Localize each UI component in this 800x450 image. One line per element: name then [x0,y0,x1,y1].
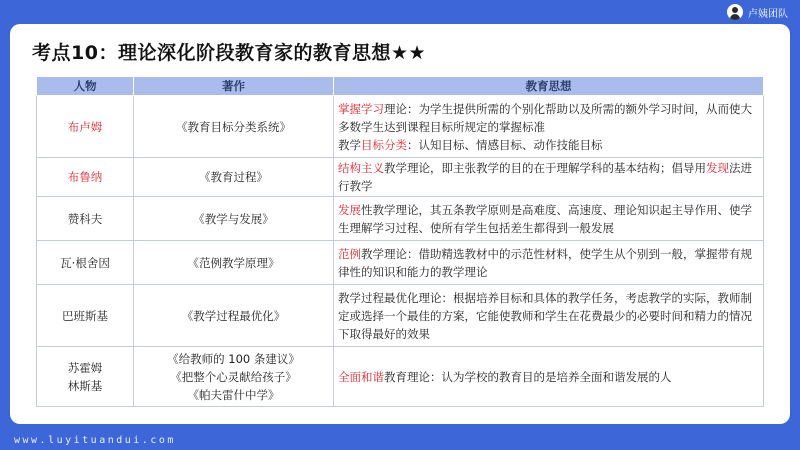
idea-paragraph [338,201,759,237]
work-title: 《给教师的 100 条建议》 [167,351,300,366]
works-cell [134,197,334,241]
idea-paragraph [338,159,759,195]
brand [727,3,788,21]
idea-paragraph [338,136,759,154]
person-name: 赞科夫 [67,211,103,226]
work-title: 《范例教学原理》 [187,255,280,270]
idea-text: 教学 [338,137,361,152]
person-cell [37,347,134,407]
person-name: 布鲁纳 [67,170,103,184]
page-title: 考点10：理论深化阶段教育家的教育思想★★ [32,42,427,64]
table-row [37,96,764,158]
idea-cell [334,241,764,285]
works-cell [134,241,334,285]
idea-text: 教学理论：借助精选教材中的示范性材料，使学生从个别到一般，掌握带有规律性的知识和能力的教学理论 [338,246,752,279]
person-cell [37,241,134,285]
idea-text: 教育理论：认为学校的教育目的是培养全面和谐发展的人 [384,369,672,384]
person-cell [37,96,134,158]
highlight-term: 发展 [338,202,361,217]
idea-paragraph [338,289,759,343]
header-idea: 教育思想 [334,77,764,96]
works-cell [134,96,334,158]
idea-paragraph [338,245,759,281]
idea-text: 法进行教学 [338,161,752,193]
work-title: 《把整个心灵献给孩子》 [170,369,297,384]
table-row [37,241,764,285]
idea-cell [334,96,764,158]
footer-site-url: www.luyituandui.com [14,435,176,446]
idea-paragraph [338,368,759,386]
idea-cell [334,347,764,407]
person-cell [37,197,134,241]
table-header-row [37,77,764,96]
works-cell [134,285,334,347]
idea-text: 教学理论，即主张教学的目的在于理解学科的基本结构；倡导用 [384,161,706,175]
work-title: 《教学与发展》 [193,211,274,226]
work-title: 《教学过程最优化》 [181,308,286,323]
person-cell [37,158,134,197]
header-works: 著作 [134,77,334,96]
table-row [37,285,764,347]
idea-cell [334,158,764,197]
work-title: 《教育目标分类系统》 [176,119,291,134]
highlight-term: 目标分类 [361,137,407,152]
avatar-logo-icon [727,4,743,20]
highlight-term: 掌握学习 [338,101,384,116]
person-name: 苏霍姆 林斯基 [67,360,103,393]
person-name: 巴班斯基 [62,308,108,323]
idea-text: 理论：为学生提供所需的个别化帮助以及所需的额外学习时间，从而使大多数学生达到课程目标所规定的掌握标准 [338,101,752,134]
work-title: 《帕夫雷什中学》 [187,387,280,402]
works-cell [134,158,334,197]
highlight-term: 发现 [706,161,729,175]
highlight-term: 结构主义 [338,161,384,175]
header-person: 人物 [37,77,134,96]
idea-text: 性教学理论，其五条教学原则是高难度、高速度、理论知识起主导作用、使学生理解学习过程、使所有学生包括差生都得到一般发展 [338,202,752,235]
works-cell [134,347,334,407]
idea-text: 教学过程最优化理论：根据培养目标和具体的教学任务，考虑教学的实际，教师制定或选择一个最佳的方案，它能使教师和学生在花费最少的必要时间和精力的情况下取得最好的效果 [338,290,752,341]
table-row [37,347,764,407]
person-name: 瓦·根舍因 [60,255,110,270]
highlight-term: 全面和谐 [338,369,384,384]
idea-text: ：认知目标、情感目标、动作技能目标 [407,137,603,152]
table-row [37,197,764,241]
highlight-term: 范例 [338,246,361,261]
idea-cell [334,197,764,241]
idea-cell [334,285,764,347]
work-title: 《教育过程》 [199,170,268,184]
person-name: 布卢姆 [67,119,103,134]
table-row [37,158,764,197]
person-cell [37,285,134,347]
brand-name: 卢姨团队 [748,8,788,20]
educator-table [36,76,764,407]
idea-paragraph [338,100,759,136]
